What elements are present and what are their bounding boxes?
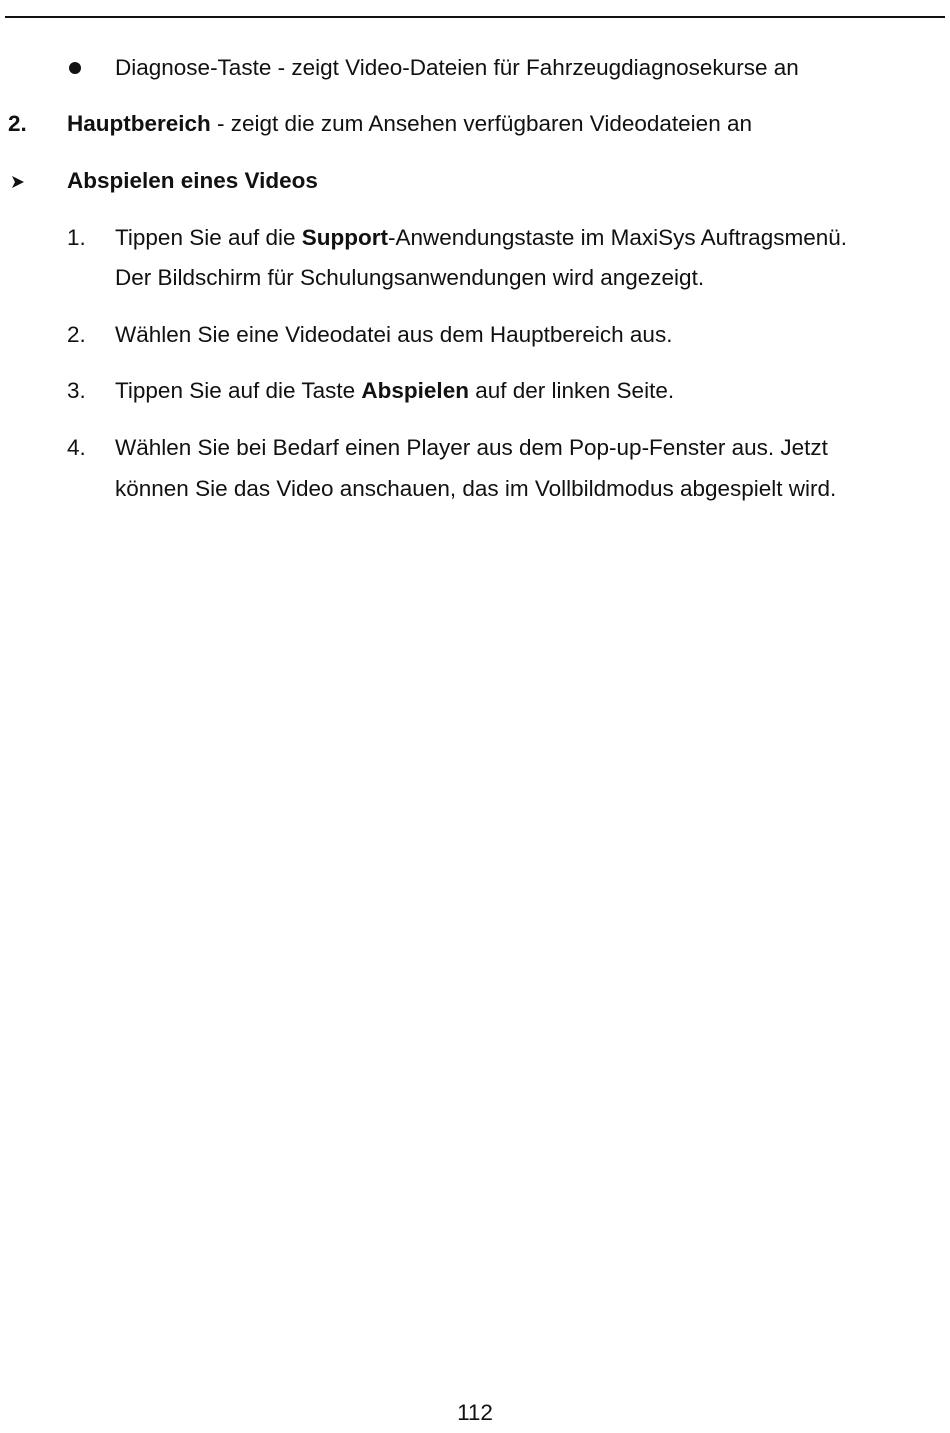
- section-heading: [67, 104, 752, 144]
- step-3-text: [115, 371, 674, 411]
- section-title: Hauptbereich: [67, 111, 211, 136]
- step-3-bold-term: Abspielen: [361, 378, 469, 403]
- step-2-text: Wählen Sie eine Videodatei aus dem Hauptbereich aus.: [115, 322, 673, 347]
- section-number: 2.: [8, 111, 27, 136]
- step-1-bold-term: Support: [301, 225, 389, 250]
- step-4-line-2: können Sie das Video anschauen, das im Vollbildmodus abgespielt wird.: [115, 476, 837, 501]
- step-3-text-after: auf der linken Seite.: [468, 378, 675, 403]
- section-description: - zeigt die zum Ansehen verfügbaren Videodateien an: [210, 111, 752, 136]
- step-number: 1.: [67, 225, 86, 250]
- step-1-line-1: [115, 218, 847, 258]
- bullet-item-text: Diagnose-Taste - zeigt Video-Dateien für Fahrzeugdiagnosekurse an: [115, 55, 799, 80]
- step-3-text-before: Tippen Sie auf die Taste: [115, 378, 362, 403]
- step-1-text-after: -Anwendungstaste im MaxiSys Auftragsmenü.: [388, 225, 847, 250]
- step-1-line-2: Der Bildschirm für Schulungsanwendungen wird angezeigt.: [115, 265, 705, 290]
- subheading: Abspielen eines Videos: [67, 168, 318, 193]
- step-number: 3.: [67, 378, 86, 403]
- top-horizontal-rule: [5, 16, 945, 18]
- page-number: 112: [457, 1400, 493, 1425]
- step-number: 4.: [67, 435, 86, 460]
- step-1-text-before: Tippen Sie auf die: [115, 225, 302, 250]
- step-number: 2.: [67, 322, 86, 347]
- arrow-bullet-icon: [11, 175, 25, 189]
- step-4-line-1: Wählen Sie bei Bedarf einen Player aus dem Pop-up-Fenster aus. Jetzt: [115, 435, 828, 460]
- bullet-dot-icon: [69, 62, 81, 74]
